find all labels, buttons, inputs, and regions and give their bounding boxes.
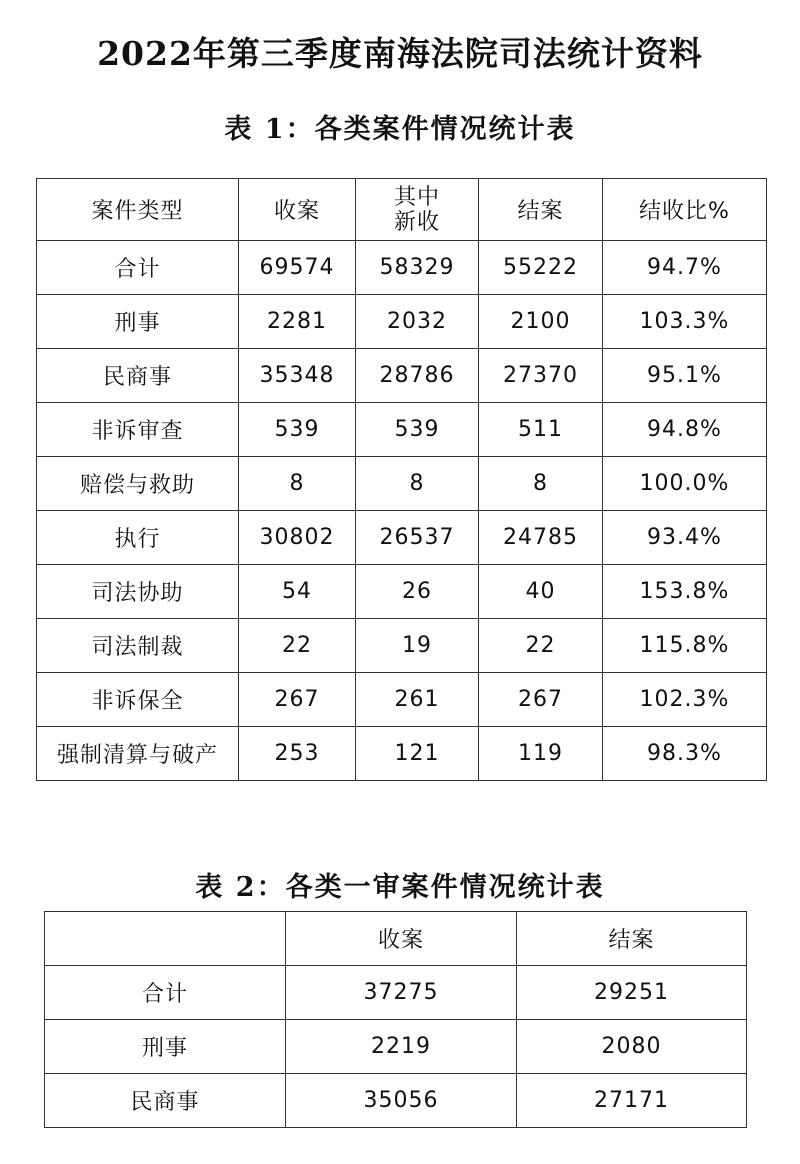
received-cell: 54 — [239, 565, 356, 619]
case-type-cell: 非诉保全 — [37, 673, 239, 727]
table2-caption: 表 2：各类一审案件情况统计表 — [195, 872, 605, 903]
header-received: 收案 — [286, 912, 517, 966]
case-type-cell: 司法制裁 — [37, 619, 239, 673]
received-cell: 267 — [239, 673, 356, 727]
closed-cell: 511 — [479, 403, 603, 457]
closed-cell: 119 — [479, 727, 603, 781]
ratio-cell: 103.3% — [603, 295, 767, 349]
new-received-cell: 121 — [356, 727, 479, 781]
received-cell: 8 — [239, 457, 356, 511]
table2-header-row — [45, 912, 747, 966]
ratio-cell: 98.3% — [603, 727, 767, 781]
header-closed: 结案 — [517, 912, 747, 966]
ratio-cell: 93.4% — [603, 511, 767, 565]
table-row — [37, 727, 767, 781]
case-statistics-table — [36, 178, 767, 781]
table-row — [45, 966, 747, 1020]
case-type-cell: 刑事 — [37, 295, 239, 349]
table-row — [45, 1020, 747, 1074]
table-row — [37, 619, 767, 673]
new-received-cell: 58329 — [356, 241, 479, 295]
header-case-type: 案件类型 — [37, 179, 239, 241]
received-cell: 2219 — [286, 1020, 517, 1074]
closed-cell: 24785 — [479, 511, 603, 565]
closed-cell: 22 — [479, 619, 603, 673]
received-cell: 253 — [239, 727, 356, 781]
header-close-ratio: 结收比% — [603, 179, 767, 241]
new-received-cell: 8 — [356, 457, 479, 511]
case-type-cell: 民商事 — [45, 1074, 286, 1128]
table-row — [45, 1074, 747, 1128]
closed-cell: 27171 — [517, 1074, 747, 1128]
received-cell: 35056 — [286, 1074, 517, 1128]
case-type-cell: 合计 — [45, 966, 286, 1020]
ratio-cell: 153.8% — [603, 565, 767, 619]
header-newly-received — [356, 179, 479, 241]
table-row — [37, 349, 767, 403]
table1-caption: 表 1：各类案件情况统计表 — [224, 114, 576, 145]
page-title: 2022年第三季度南海法院司法统计资料 — [97, 34, 703, 73]
ratio-cell: 102.3% — [603, 673, 767, 727]
header-received: 收案 — [239, 179, 356, 241]
case-type-cell: 非诉审查 — [37, 403, 239, 457]
closed-cell: 40 — [479, 565, 603, 619]
table1-header-row — [37, 179, 767, 241]
received-cell: 37275 — [286, 966, 517, 1020]
table-row — [37, 403, 767, 457]
closed-cell: 267 — [479, 673, 603, 727]
case-type-cell: 执行 — [37, 511, 239, 565]
case-type-cell: 刑事 — [45, 1020, 286, 1074]
new-received-cell: 2032 — [356, 295, 479, 349]
ratio-cell: 94.7% — [603, 241, 767, 295]
header-newly-received-line1: 其中 — [393, 184, 440, 210]
table-row — [37, 457, 767, 511]
ratio-cell: 100.0% — [603, 457, 767, 511]
table-row — [37, 565, 767, 619]
closed-cell: 2100 — [479, 295, 603, 349]
received-cell: 2281 — [239, 295, 356, 349]
new-received-cell: 28786 — [356, 349, 479, 403]
new-received-cell: 26 — [356, 565, 479, 619]
received-cell: 30802 — [239, 511, 356, 565]
header-newly-received-line2: 新收 — [393, 209, 440, 235]
case-type-cell: 合计 — [37, 241, 239, 295]
case-type-cell: 强制清算与破产 — [37, 727, 239, 781]
received-cell: 22 — [239, 619, 356, 673]
table-row — [37, 295, 767, 349]
case-type-cell: 赔偿与救助 — [37, 457, 239, 511]
new-received-cell: 19 — [356, 619, 479, 673]
case-type-cell: 民商事 — [37, 349, 239, 403]
received-cell: 69574 — [239, 241, 356, 295]
table-row — [37, 673, 767, 727]
ratio-cell: 115.8% — [603, 619, 767, 673]
closed-cell: 2080 — [517, 1020, 747, 1074]
closed-cell: 55222 — [479, 241, 603, 295]
new-received-cell: 261 — [356, 673, 479, 727]
header-closed: 结案 — [479, 179, 603, 241]
ratio-cell: 94.8% — [603, 403, 767, 457]
closed-cell: 29251 — [517, 966, 747, 1020]
table-row — [37, 511, 767, 565]
closed-cell: 27370 — [479, 349, 603, 403]
new-received-cell: 26537 — [356, 511, 479, 565]
new-received-cell: 539 — [356, 403, 479, 457]
received-cell: 35348 — [239, 349, 356, 403]
closed-cell: 8 — [479, 457, 603, 511]
case-type-cell: 司法协助 — [37, 565, 239, 619]
first-instance-table — [44, 911, 747, 1128]
ratio-cell: 95.1% — [603, 349, 767, 403]
table-row — [37, 241, 767, 295]
header-blank — [45, 912, 286, 966]
received-cell: 539 — [239, 403, 356, 457]
